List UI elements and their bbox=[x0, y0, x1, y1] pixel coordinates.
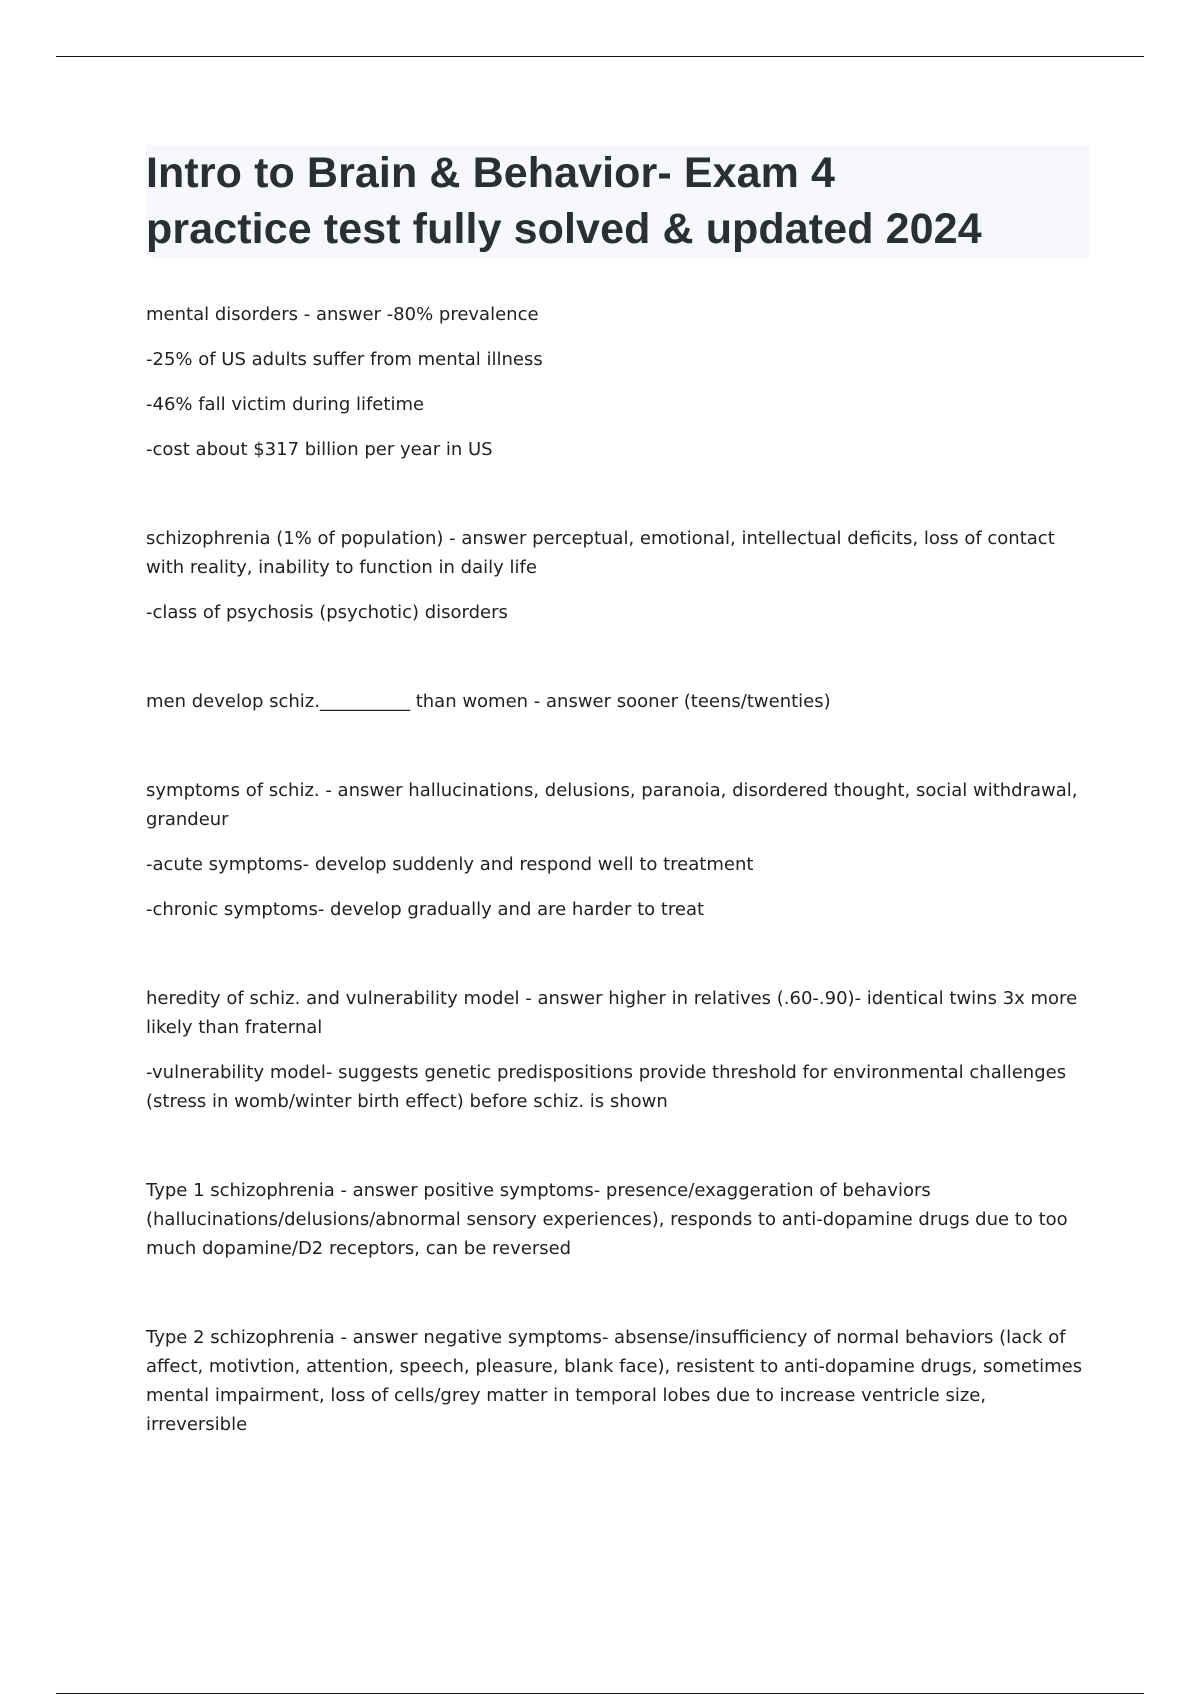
paragraph: Type 2 schizophrenia - answer negative symptoms- absense/insufficiency of normal behaviors (lack of affect, motivtion, attention, speech, pleasure, blank face), resistent to anti-dopamine drugs, sometimes mental impairment, loss of cells/grey matter in temporal lobes due to increase ventricle size, irreversible bbox=[146, 1327, 1083, 1435]
document-body bbox=[146, 300, 1086, 1455]
section-gap bbox=[146, 1132, 1086, 1176]
paragraph: schizophrenia (1% of population) - answer perceptual, emotional, intellectual deficits, loss of contact with reality, inability to function in daily life bbox=[146, 528, 1055, 578]
paragraph: -cost about $317 billion per year in US bbox=[146, 439, 493, 460]
qa-section-heredity bbox=[146, 984, 1086, 1116]
title-line-1: Intro to Brain & Behavior- Exam 4 bbox=[146, 149, 836, 197]
qa-section-mental-disorders bbox=[146, 300, 1086, 464]
paragraph: Type 1 schizophrenia - answer positive symptoms- presence/exaggeration of behaviors (hallucinations/delusions/abnormal sensory experiences), responds to anti-dopamine drugs due to too much dopamine/D2 receptors, can be reversed bbox=[146, 1180, 1068, 1259]
paragraph: -acute symptoms- develop suddenly and respond well to treatment bbox=[146, 854, 754, 875]
paragraph: -25% of US adults suffer from mental illness bbox=[146, 349, 543, 370]
section-gap bbox=[146, 940, 1086, 984]
paragraph: -vulnerability model- suggests genetic predispositions provide threshold for environmental challenges (stress in womb/winter birth effect) before schiz. is shown bbox=[146, 1062, 1067, 1112]
document-title bbox=[146, 145, 1090, 257]
footer-rule bbox=[56, 1693, 1144, 1694]
paragraph: mental disorders - answer -80% prevalence bbox=[146, 304, 539, 325]
paragraph: men develop schiz.__________ than women - answer sooner (teens/twenties) bbox=[146, 691, 831, 712]
paragraph: heredity of schiz. and vulnerability model - answer higher in relatives (.60-.90)- identical twins 3x more likely than fraternal bbox=[146, 988, 1078, 1038]
section-gap bbox=[146, 643, 1086, 687]
qa-section-symptoms bbox=[146, 776, 1086, 924]
qa-section-schizophrenia bbox=[146, 524, 1086, 627]
paragraph: -class of psychosis (psychotic) disorders bbox=[146, 602, 508, 623]
paragraph: -46% fall victim during lifetime bbox=[146, 394, 425, 415]
header-rule bbox=[56, 56, 1144, 57]
section-gap bbox=[146, 1279, 1086, 1323]
qa-section-type-1 bbox=[146, 1176, 1086, 1263]
section-gap bbox=[146, 732, 1086, 776]
qa-section-men-develop bbox=[146, 687, 1086, 716]
paragraph: -chronic symptoms- develop gradually and are harder to treat bbox=[146, 899, 705, 920]
section-gap bbox=[146, 480, 1086, 524]
paragraph: symptoms of schiz. - answer hallucinations, delusions, paranoia, disordered thought, social withdrawal, grandeur bbox=[146, 780, 1078, 830]
qa-section-type-2 bbox=[146, 1323, 1086, 1439]
title-line-2: practice test fully solved & updated 2024 bbox=[146, 205, 982, 253]
